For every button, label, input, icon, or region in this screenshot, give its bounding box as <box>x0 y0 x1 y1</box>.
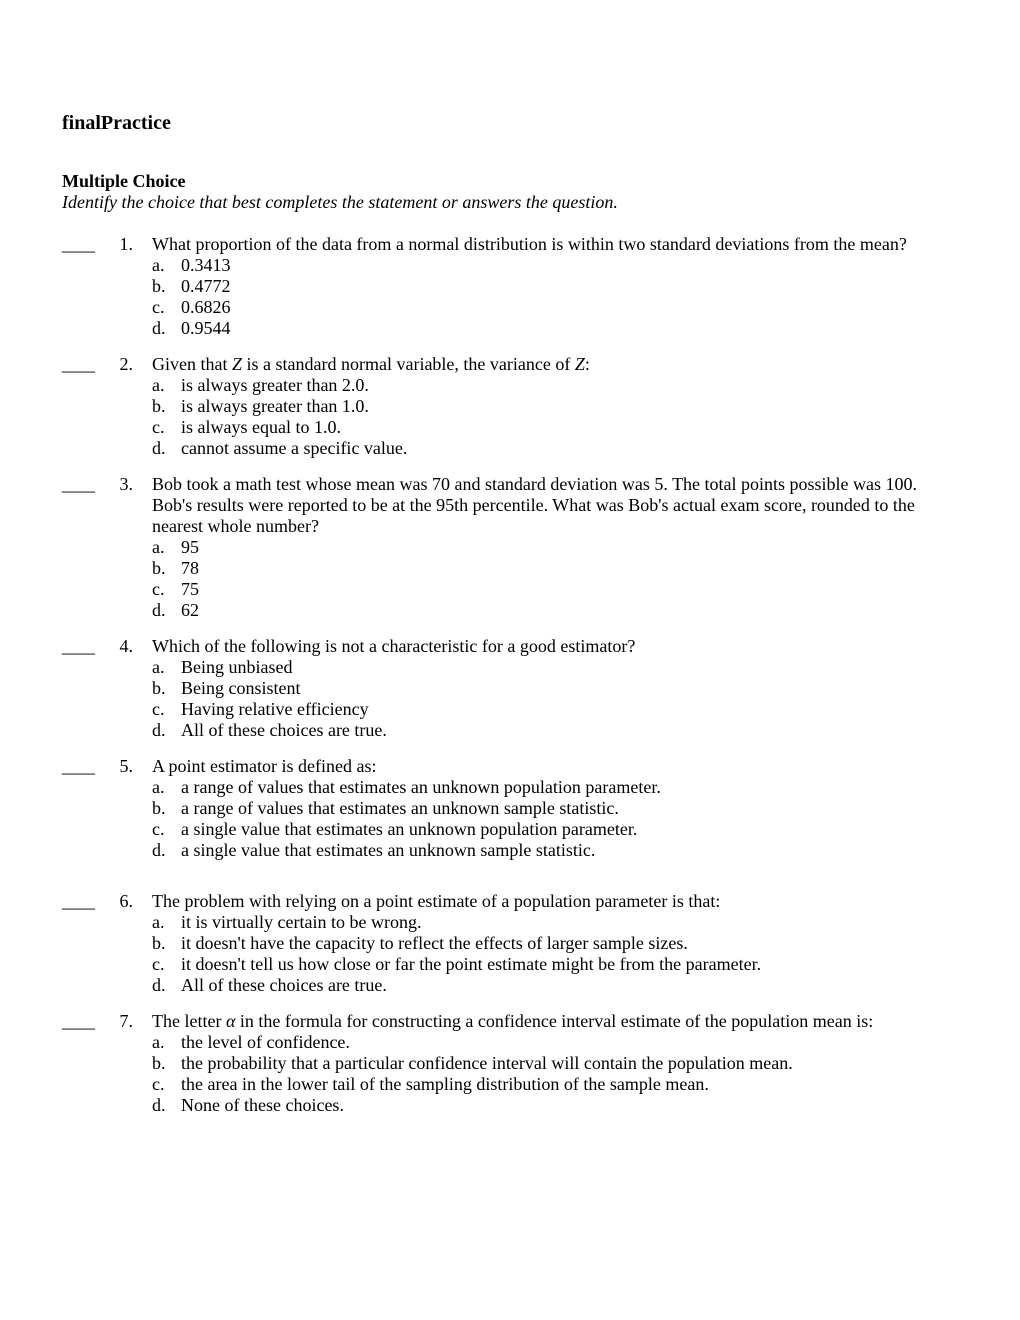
choice-letter: b. <box>152 276 166 296</box>
choice-row <box>152 396 935 417</box>
choice-row <box>152 912 935 933</box>
question-text: What proportion of the data from a normal distribution is within two standard deviations from the mean? <box>152 234 907 254</box>
question-number: 1. <box>119 234 133 254</box>
answer-blank: ____ <box>62 756 94 776</box>
answer-blank: ____ <box>62 1011 94 1031</box>
question-block <box>62 354 935 459</box>
choice-letter: d. <box>152 318 166 338</box>
choice-letter: b. <box>152 1053 166 1073</box>
question-text: A point estimator is defined as: <box>152 756 377 776</box>
question-row <box>62 474 935 537</box>
choice-row <box>152 798 935 819</box>
question-number: 3. <box>119 474 133 494</box>
choice-letter: d. <box>152 975 166 995</box>
question-block <box>62 474 935 621</box>
choice-letter: b. <box>152 396 166 416</box>
answer-blank: ____ <box>62 474 94 494</box>
choice-letter: b. <box>152 933 166 953</box>
choice-letter: c. <box>152 579 165 599</box>
choice-row <box>152 777 935 798</box>
choice-letter: b. <box>152 798 166 818</box>
choice-letter: a. <box>152 537 165 557</box>
question-row <box>62 756 935 777</box>
choice-row <box>152 537 935 558</box>
question-block <box>62 636 935 741</box>
choice-letter: b. <box>152 678 166 698</box>
choice-row <box>152 375 935 396</box>
choice-text: a range of values that estimates an unknown sample statistic. <box>181 798 619 818</box>
choice-row <box>152 720 935 741</box>
page-title: finalPractice <box>62 112 171 134</box>
question-number: 5. <box>119 756 133 776</box>
choice-text: Being consistent <box>181 678 301 698</box>
answer-blank: ____ <box>62 354 94 374</box>
choice-list <box>152 537 935 621</box>
question-row <box>62 354 935 375</box>
question-block <box>62 756 935 861</box>
choice-text: 75 <box>181 579 199 599</box>
question-row <box>62 891 935 912</box>
choice-row <box>152 1032 935 1053</box>
choice-text: a single value that estimates an unknown sample statistic. <box>181 840 596 860</box>
question-row <box>62 234 935 255</box>
question-row <box>62 636 935 657</box>
question-text: Bob took a math test whose mean was 70 and standard deviation was 5. The total points possible was 100. Bob's results were reported to be at the 95th percentile. What was Bob's actual exam score, rounded to the nearest whole number? <box>152 474 918 536</box>
choice-text: 78 <box>181 558 199 578</box>
choice-row <box>152 1074 935 1095</box>
choice-letter: d. <box>152 1095 166 1115</box>
choice-letter: a. <box>152 375 165 395</box>
choice-row <box>152 297 935 318</box>
question-block <box>62 1011 935 1116</box>
choice-text: 95 <box>181 537 199 557</box>
choice-row <box>152 657 935 678</box>
choice-row <box>152 276 935 297</box>
choice-row <box>152 678 935 699</box>
section-instructions: Identify the choice that best completes the statement or answers the question. <box>62 192 618 212</box>
choice-list <box>152 255 935 339</box>
question-text: The problem with relying on a point estimate of a population parameter is that: <box>152 891 721 911</box>
question-text: The letter α in the formula for constructing a confidence interval estimate of the population mean is: <box>152 1011 874 1031</box>
choice-row <box>152 1095 935 1116</box>
choice-row <box>152 699 935 720</box>
choice-letter: c. <box>152 297 165 317</box>
choice-row <box>152 600 935 621</box>
question-number: 4. <box>119 636 133 656</box>
choice-row <box>152 819 935 840</box>
choice-text: a single value that estimates an unknown population parameter. <box>181 819 638 839</box>
choice-text: 0.9544 <box>181 318 231 338</box>
choice-list <box>152 912 935 996</box>
question-number: 2. <box>119 354 133 374</box>
choice-text: it doesn't tell us how close or far the point estimate might be from the parameter. <box>181 954 762 974</box>
question-text: Given that Z is a standard normal variable, the variance of Z: <box>152 354 590 374</box>
choice-text: the probability that a particular confidence interval will contain the population mean. <box>181 1053 793 1073</box>
question-text: Which of the following is not a characteristic for a good estimator? <box>152 636 636 656</box>
choice-row <box>152 438 935 459</box>
choice-letter: c. <box>152 1074 165 1094</box>
choice-letter: a. <box>152 1032 165 1052</box>
choice-text: Having relative efficiency <box>181 699 369 719</box>
choice-row <box>152 255 935 276</box>
choice-list <box>152 375 935 459</box>
choice-list <box>152 657 935 741</box>
choice-text: Being unbiased <box>181 657 293 677</box>
choice-letter: d. <box>152 840 166 860</box>
choice-letter: a. <box>152 657 165 677</box>
choice-letter: c. <box>152 699 165 719</box>
choice-row <box>152 318 935 339</box>
choice-text: a range of values that estimates an unknown population parameter. <box>181 777 661 797</box>
choice-text: 62 <box>181 600 199 620</box>
choice-text: All of these choices are true. <box>181 975 387 995</box>
question-block <box>62 234 935 339</box>
choice-text: 0.4772 <box>181 276 231 296</box>
choice-text: is always equal to 1.0. <box>181 417 341 437</box>
choice-letter: a. <box>152 912 165 932</box>
question-number: 7. <box>119 1011 133 1031</box>
choice-text: is always greater than 1.0. <box>181 396 369 416</box>
choice-letter: c. <box>152 417 165 437</box>
choice-text: cannot assume a specific value. <box>181 438 408 458</box>
questions <box>62 234 935 1116</box>
choice-text: it doesn't have the capacity to reflect the effects of larger sample sizes. <box>181 933 688 953</box>
choice-text: 0.3413 <box>181 255 231 275</box>
choice-letter: d. <box>152 438 166 458</box>
choice-letter: d. <box>152 600 166 620</box>
choice-text: the area in the lower tail of the sampling distribution of the sample mean. <box>181 1074 709 1094</box>
choice-text: All of these choices are true. <box>181 720 387 740</box>
choice-letter: c. <box>152 819 165 839</box>
choice-row <box>152 975 935 996</box>
question-block <box>62 891 935 996</box>
choice-letter: c. <box>152 954 165 974</box>
choice-text: the level of confidence. <box>181 1032 350 1052</box>
choice-text: None of these choices. <box>181 1095 344 1115</box>
choice-row <box>152 933 935 954</box>
choice-row <box>152 954 935 975</box>
choice-row <box>152 840 935 861</box>
choice-row <box>152 417 935 438</box>
choice-letter: a. <box>152 255 165 275</box>
answer-blank: ____ <box>62 636 94 656</box>
choice-row <box>152 1053 935 1074</box>
answer-blank: ____ <box>62 891 94 911</box>
question-row <box>62 1011 935 1032</box>
choice-letter: a. <box>152 777 165 797</box>
choice-text: it is virtually certain to be wrong. <box>181 912 422 932</box>
question-number: 6. <box>119 891 133 911</box>
choice-letter: b. <box>152 558 166 578</box>
choice-row <box>152 579 935 600</box>
answer-blank: ____ <box>62 234 94 254</box>
choice-list <box>152 1032 935 1116</box>
choice-list <box>152 777 935 861</box>
section-heading: Multiple Choice <box>62 171 186 191</box>
choice-text: is always greater than 2.0. <box>181 375 369 395</box>
choice-letter: d. <box>152 720 166 740</box>
choice-text: 0.6826 <box>181 297 231 317</box>
choice-row <box>152 558 935 579</box>
